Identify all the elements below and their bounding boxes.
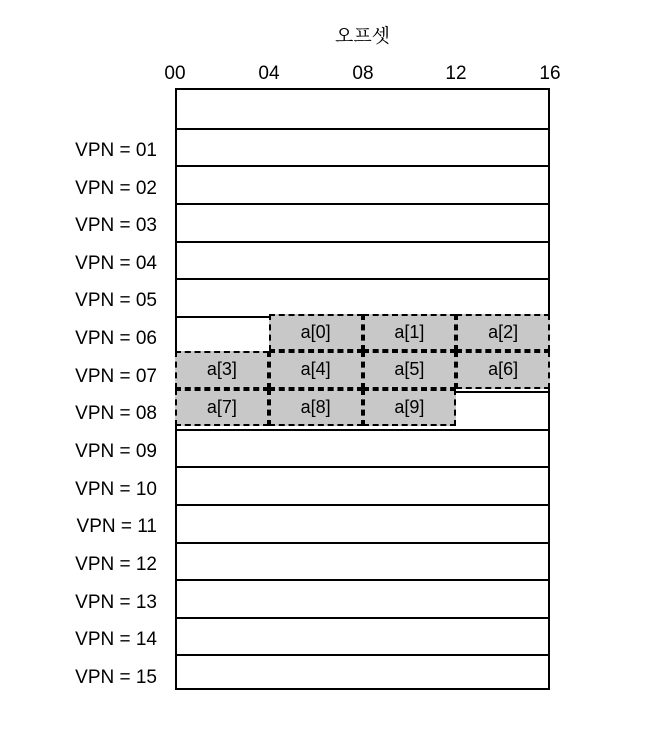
offset-tick-08: 08 [352, 63, 374, 84]
array-cell-a5: a[5] [363, 351, 457, 389]
vpn-label-11: VPN = 11 [76, 516, 157, 537]
row-divider-3 [177, 203, 548, 205]
array-cell-a7: a[7] [175, 389, 269, 427]
offset-tick-12: 12 [445, 63, 467, 84]
offset-axis-title: 오프셋 [334, 26, 391, 47]
row-divider-10 [177, 466, 548, 468]
array-cell-a3: a[3] [175, 351, 269, 389]
array-cell-a9: a[9] [363, 389, 457, 427]
offset-tick-00: 00 [164, 63, 186, 84]
vpn-label-05: VPN = 05 [75, 290, 157, 311]
vpn-label-14: VPN = 14 [75, 629, 157, 650]
vpn-label-04: VPN = 04 [75, 253, 157, 274]
offset-tick-04: 04 [258, 63, 280, 84]
row-divider-4 [177, 241, 548, 243]
row-divider-9 [177, 429, 548, 431]
vpn-label-01: VPN = 01 [75, 140, 157, 161]
vpn-label-10: VPN = 10 [75, 479, 157, 500]
vpn-label-13: VPN = 13 [75, 592, 157, 613]
array-cell-a6: a[6] [456, 351, 550, 389]
array-cell-a1: a[1] [363, 314, 457, 352]
array-cell-a0: a[0] [269, 314, 363, 352]
offset-tick-16: 16 [539, 63, 561, 84]
vpn-label-08: VPN = 08 [75, 403, 157, 424]
array-cell-a8: a[8] [269, 389, 363, 427]
array-cell-a4: a[4] [269, 351, 363, 389]
row-divider-15 [177, 654, 548, 656]
vpn-label-15: VPN = 15 [75, 667, 157, 688]
vpn-label-03: VPN = 03 [75, 215, 157, 236]
row-divider-2 [177, 165, 548, 167]
array-cell-a2: a[2] [456, 314, 550, 352]
row-divider-11 [177, 504, 548, 506]
vpn-label-09: VPN = 09 [75, 441, 157, 462]
vpn-label-12: VPN = 12 [75, 554, 157, 575]
row-divider-12 [177, 542, 548, 544]
vpn-label-02: VPN = 02 [75, 178, 157, 199]
row-divider-1 [177, 128, 548, 130]
row-divider-13 [177, 579, 548, 581]
row-divider-14 [177, 617, 548, 619]
vpn-label-07: VPN = 07 [75, 366, 157, 387]
row-divider-5 [177, 278, 548, 280]
vpn-label-06: VPN = 06 [75, 328, 157, 349]
